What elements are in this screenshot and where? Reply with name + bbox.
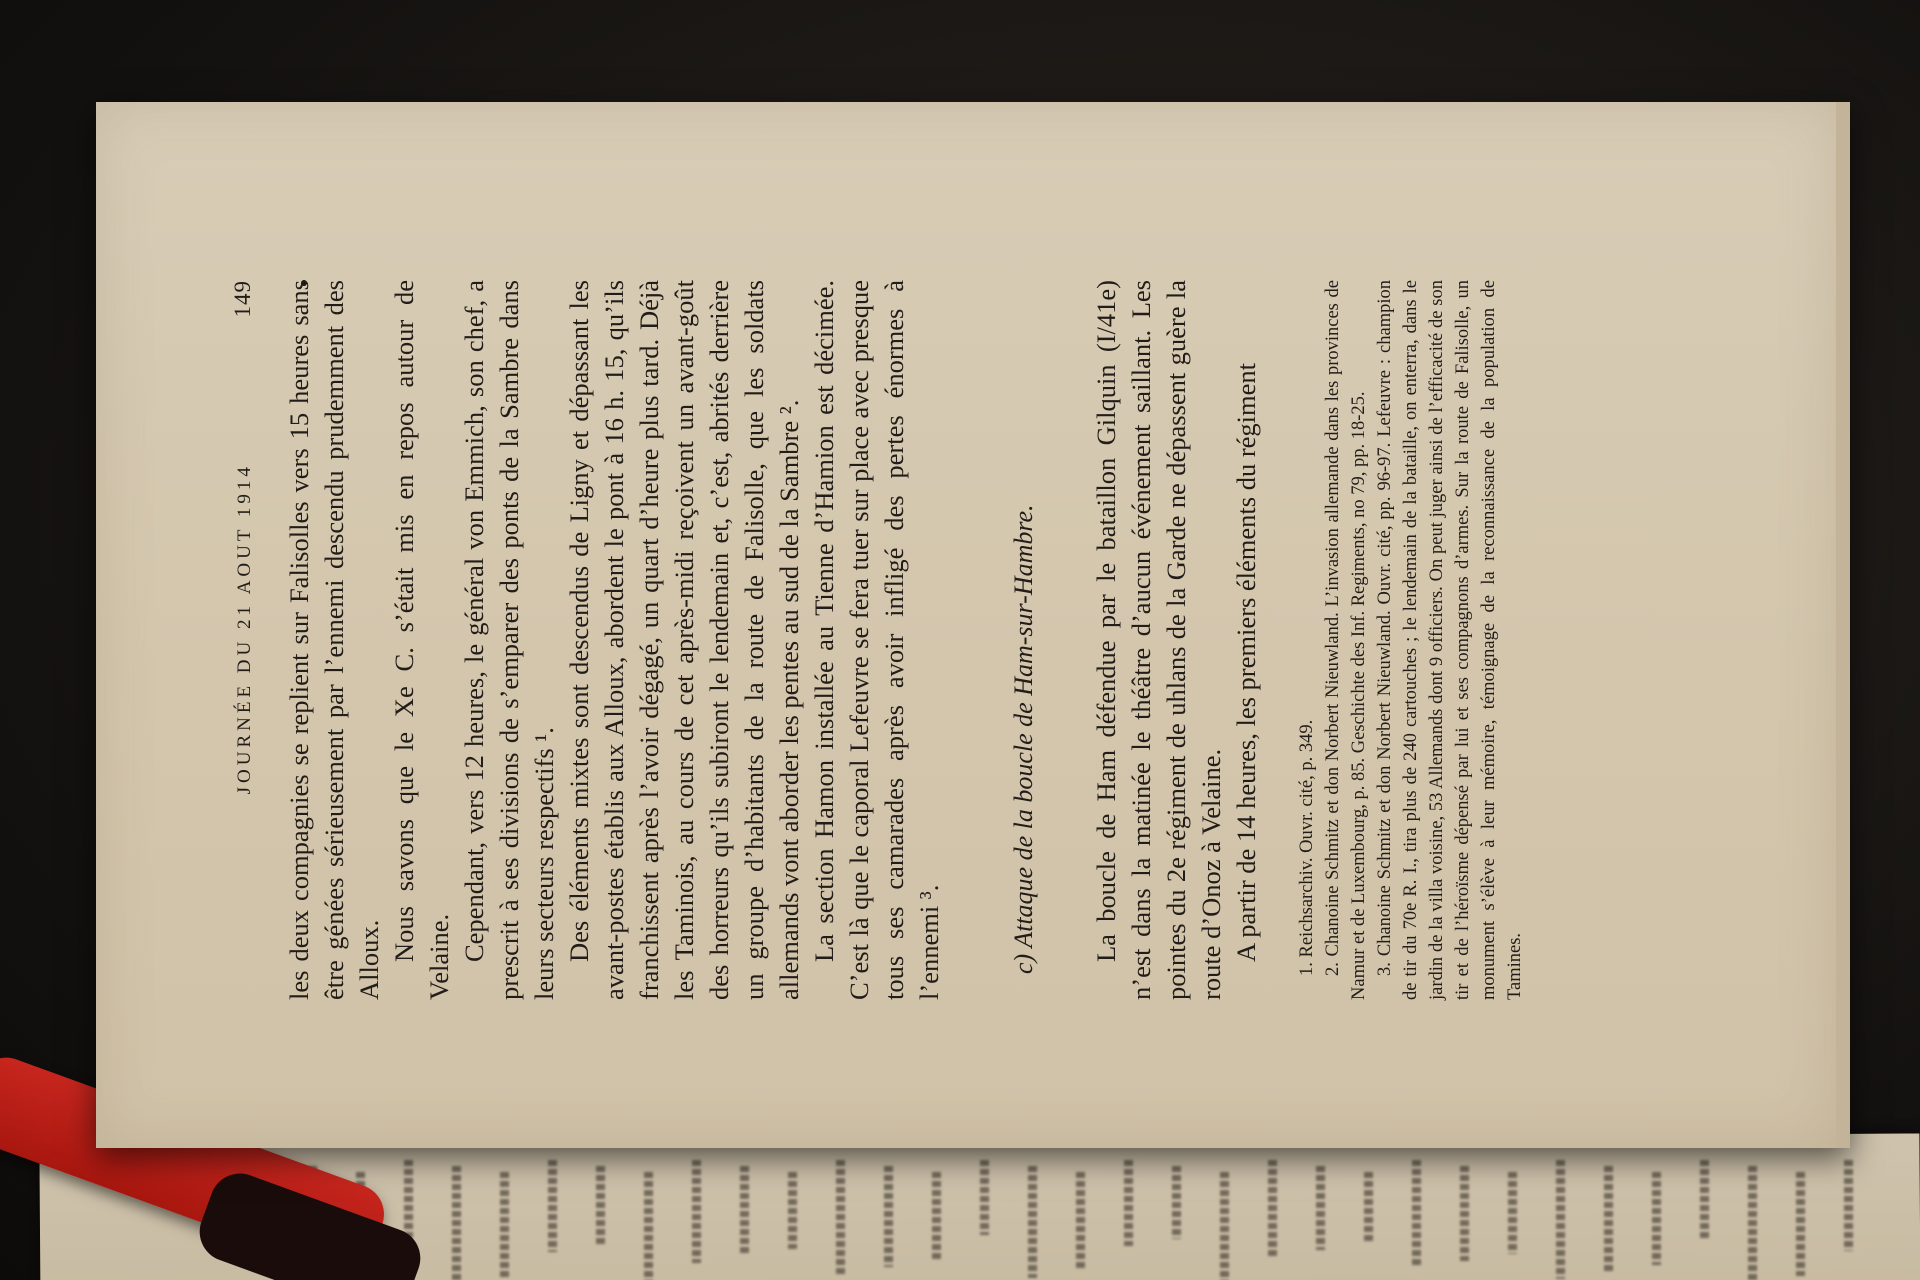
underlying-text-line bbox=[788, 1172, 797, 1249]
paragraph: La section Hamon installée au Tienne d’Hamion est décimée. C’est là que le caporal Lefeuvre se fera tuer sur place avec presque tous ses camarades après avoir infligé des pertes énormes à l’ennemi ³. bbox=[809, 280, 944, 1000]
footnote: 1. Reichsarchiv. Ouvr. cité, p. 349. bbox=[1297, 719, 1317, 976]
running-head bbox=[230, 280, 256, 1000]
underlying-text-line bbox=[1556, 1160, 1565, 1279]
underlying-text-line bbox=[692, 1160, 701, 1263]
paragraph: les deux compagnies se replient sur Falisolles vers 15 heures sans être génées sérieusement par l’ennemi descendu prudemment des Alloux. bbox=[284, 280, 384, 1000]
underlying-text-line bbox=[1172, 1166, 1181, 1239]
page-number: 149 bbox=[230, 280, 255, 318]
body-text bbox=[282, 280, 1264, 1000]
underlying-text-line bbox=[1460, 1166, 1469, 1261]
running-title: JOURNÉE DU 21 AOUT 1914 bbox=[234, 463, 255, 795]
footnote: 3. Chanoine Schmitz et don Norbert Nieuwland. Ouvr. cité, pp. 96-97. Lefeuvre : champion de tir du 70e R. I., tira plus de 240 cartouches ; le lendemain de la bataille, on enterra, dans le jardin de la villa voisine, 53 Allemands dont 9 officiers. On peut juger ainsi de l’efficacité de son tir et de l’héroïsme dépensé par lui et ses compagnons d’armes. Sur la route de Falisolle, un monument s’élève à leur mémoire, témoignage de la reconnaissance de la population de Tamines. bbox=[1375, 280, 1525, 1000]
underlying-text-line bbox=[1748, 1166, 1757, 1280]
underlying-text-line bbox=[404, 1160, 413, 1241]
underlying-text-line bbox=[1412, 1160, 1421, 1268]
underlying-text-line bbox=[1796, 1172, 1805, 1276]
underlying-text-line bbox=[1316, 1166, 1325, 1250]
underlying-text-line bbox=[884, 1166, 893, 1267]
underlying-text-line bbox=[452, 1166, 461, 1280]
underlying-text-line bbox=[1604, 1166, 1613, 1272]
section-heading: c) Attaque de la boucle de Ham-sur-Hambre. bbox=[1009, 504, 1038, 974]
paragraph: La boucle de Ham défendue par le bataillon Gilquin (I/41e) n’est dans la matinée le théâtre d’aucun événement saillant. Les pointes du 2e régiment de uhlans de la Garde ne dépassent guère la route d’Onoz à Velaine. bbox=[1091, 280, 1226, 1000]
paragraph: Nous savons que le Xe C. s’était mis en repos autour de Velaine. bbox=[389, 280, 454, 1000]
underlying-text-line bbox=[1844, 1160, 1853, 1251]
underlying-text-line bbox=[740, 1166, 749, 1256]
underlying-text-line bbox=[1652, 1172, 1661, 1265]
paragraph: Des éléments mixtes sont descendus de Ligny et dépassant les avant-postes établis aux Alloux, abordent le pont à 16 h. 15, qu’ils franchissent après l’avoir dégagé, un quart d’heure plus tard. Déjà les Taminois, au cours de cet après-midi reçoivent un avant-goût des horreurs qu’ils subiront le lendemain et, c’est, abrités derrière un groupe d’habitants de la route de Falisolle, que les soldats allemands vont aborder les pentes au sud de la Sambre ². bbox=[564, 280, 804, 1000]
underlying-text-line bbox=[644, 1172, 653, 1280]
rotated-page-content bbox=[230, 280, 1650, 1000]
underlying-text-line bbox=[980, 1160, 989, 1235]
underlying-text-line bbox=[500, 1172, 509, 1277]
footnote: 2. Chanoine Schmitz et don Norbert Nieuwland. L’invasion allemande dans les provinces de Namur et de Luxembourg, p. 85. Geschichte des Inf. Regiments, no 79, pp. 18-25. bbox=[1323, 280, 1369, 1000]
paragraph: Cependant, vers 12 heures, le général von Emmich, son chef, a prescrit à ses divisions de s’emparer des ponts de la Sambre dans leurs secteurs respectifs ¹. bbox=[459, 280, 559, 1000]
underlying-text-line bbox=[932, 1172, 941, 1260]
underlying-text-line bbox=[1124, 1160, 1133, 1246]
underlying-text-line bbox=[596, 1166, 605, 1245]
underlying-text-line bbox=[1220, 1172, 1229, 1280]
footnotes bbox=[1294, 280, 1528, 1000]
underlying-text-line bbox=[1028, 1166, 1037, 1278]
underlying-text-line bbox=[1508, 1172, 1517, 1254]
underlying-text-line bbox=[1268, 1160, 1277, 1257]
underlying-text-line bbox=[1364, 1172, 1373, 1243]
underlying-text-line bbox=[548, 1160, 557, 1252]
underlying-text-line bbox=[836, 1160, 845, 1274]
paragraph: A partir de 14 heures, les premiers éléments du régiment bbox=[1231, 362, 1261, 962]
underlying-text-line bbox=[1700, 1160, 1709, 1240]
underlying-text-line bbox=[1076, 1172, 1085, 1271]
